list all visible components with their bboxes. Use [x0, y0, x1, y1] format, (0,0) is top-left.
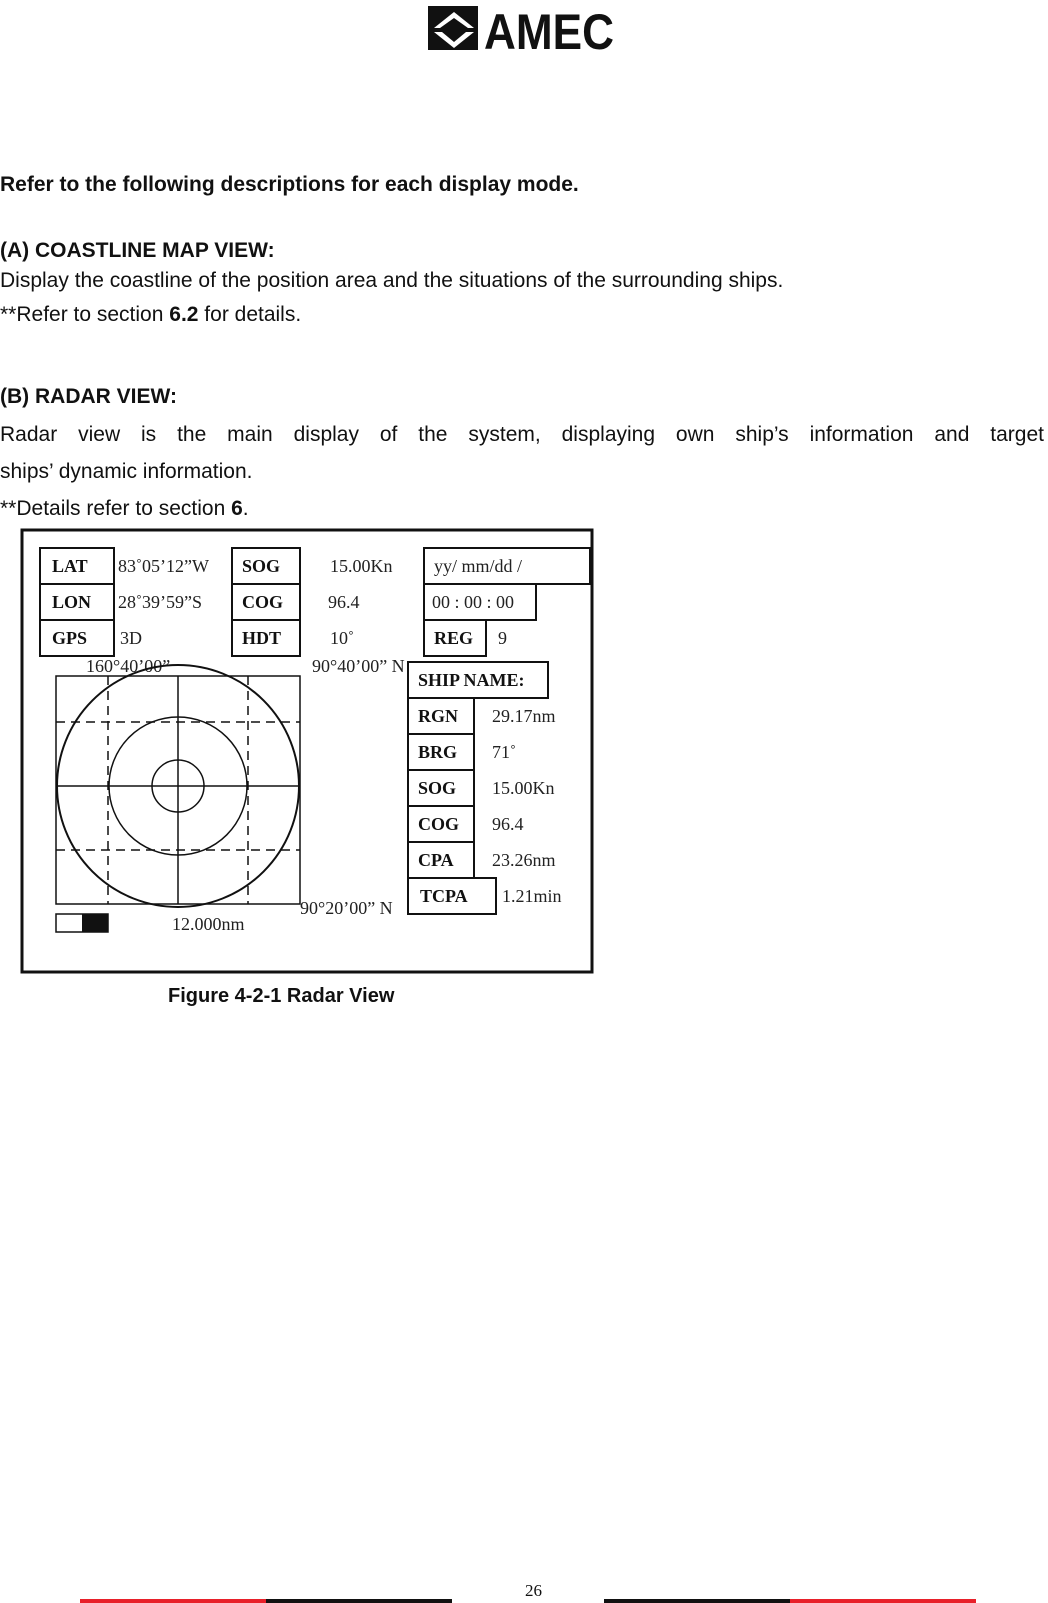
date-value: yy/ mm/dd / [434, 556, 523, 576]
rgn-label: RGN [418, 706, 458, 726]
cpa-label: CPA [418, 850, 454, 870]
time-value: 00 : 00 : 00 [432, 592, 515, 612]
ship-name-label: SHIP NAME: [418, 670, 525, 690]
gps-value: 3D [120, 628, 142, 648]
section-b-body-line1: Radar view is the main display of the system, displaying own ship’s information and target [0, 423, 1044, 446]
lat-label: LAT [52, 556, 88, 576]
gps-label: GPS [52, 628, 88, 648]
cog-label: COG [242, 592, 284, 612]
lat-value: 83˚05’12”W [118, 556, 209, 576]
section-b-reference [0, 496, 249, 522]
top-left-coordinate: 160°40’00” [86, 656, 171, 676]
target-cog-label: COG [418, 814, 460, 834]
cpa-value: 23.26nm [492, 850, 556, 870]
tcpa-value: 1.21min [502, 886, 562, 906]
radar-view-figure [20, 528, 594, 974]
section-b-body-line2: ships’ dynamic information. [0, 460, 253, 483]
section-a-ref-suffix: for details. [198, 303, 302, 326]
tcpa-label: TCPA [420, 886, 468, 906]
rgn-value: 29.17nm [492, 706, 556, 726]
bottom-right-coordinate: 90°20’00” N [300, 898, 393, 918]
lon-label: LON [52, 592, 92, 612]
target-sog-value: 15.00Kn [492, 778, 555, 798]
footer-rule-black-right [604, 1599, 790, 1603]
section-b-ref-suffix: . [242, 497, 249, 520]
section-b-ref-number: 6 [231, 497, 243, 520]
reg-value: 9 [498, 628, 507, 648]
top-right-coordinate: 90°40’00” N [312, 656, 405, 676]
footer-rule-red-right [790, 1599, 976, 1603]
range-value: 12.000nm [172, 914, 245, 934]
lon-value: 28˚39’59”S [118, 592, 202, 612]
footer-rule-black-left [266, 1599, 452, 1603]
reg-label: REG [434, 628, 474, 648]
section-b-ref-prefix: **Details refer to section [0, 497, 232, 520]
footer-rule-red-left [80, 1599, 266, 1603]
brg-value: 71˚ [492, 742, 516, 762]
target-cog-value: 96.4 [492, 814, 524, 834]
section-a-reference [0, 302, 301, 328]
section-a-body: Display the coastline of the position area and the situations of the surrounding ships. [0, 269, 784, 292]
range-scale-fill [82, 914, 108, 932]
amec-logo [428, 4, 618, 54]
sog-label: SOG [242, 556, 281, 576]
brg-label: BRG [418, 742, 458, 762]
section-a-ref-number: 6.2 [169, 303, 199, 326]
cog-value: 96.4 [328, 592, 360, 612]
section-a-title: (A) COASTLINE MAP VIEW: [0, 239, 275, 262]
hdt-label: HDT [242, 628, 282, 648]
hdt-value: 10˚ [330, 628, 354, 648]
intro-text: Refer to the following descriptions for each display mode. [0, 173, 579, 196]
logo-text: AMEC [484, 4, 614, 54]
page-number: 26 [525, 1581, 542, 1600]
section-b-title: (B) RADAR VIEW: [0, 385, 177, 408]
section-a-ref-prefix: **Refer to section [0, 303, 170, 326]
figure-caption: Figure 4-2-1 Radar View [168, 985, 395, 1007]
radar-display [56, 665, 300, 907]
target-sog-label: SOG [418, 778, 457, 798]
sog-value: 15.00Kn [330, 556, 393, 576]
